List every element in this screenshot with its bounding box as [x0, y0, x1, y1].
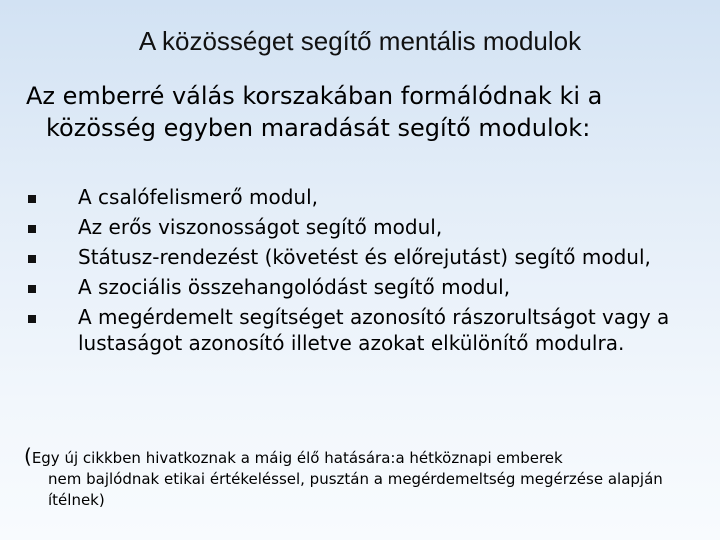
- square-bullet-icon: [28, 225, 36, 233]
- slide-title: A közösséget segítő mentális modulok: [138, 26, 582, 56]
- intro-paragraph: Az emberré válás korszakában formálódnak ki a közösség egyben maradását segítő modulok:: [26, 82, 603, 142]
- footnote-open-paren: (: [24, 444, 32, 468]
- list-item: [26, 274, 686, 300]
- footnote: [24, 446, 694, 511]
- square-bullet-icon: [28, 315, 36, 323]
- module-list: [26, 184, 686, 360]
- list-item-text: Az erős viszonosságot segítő modul,: [78, 215, 443, 239]
- square-bullet-icon: [28, 195, 36, 203]
- list-item-text: A megérdemelt segítséget azonosító rászorultságot vagy a lustaságot azonosító illetve azokat elkülönítő modulra.: [78, 305, 670, 355]
- footnote-first-line: Egy új cikkben hivatkoznak a máig élő hatására:a hétköznapi emberek: [31, 449, 563, 467]
- square-bullet-icon: [28, 255, 36, 263]
- list-item: [26, 244, 686, 270]
- footnote-continuation: nem bajlódnak etikai értékeléssel, pusztán a megérdemeltség megérzése alapján ítélnek): [48, 470, 663, 509]
- list-item-text: Státusz-rendezést (követést és előrejutást) segítő modul,: [78, 245, 651, 269]
- list-item-text: A csalófelismerő modul,: [78, 185, 318, 209]
- list-item: [26, 214, 686, 240]
- list-item-text: A szociális összehangolódást segítő modul,: [78, 275, 511, 299]
- square-bullet-icon: [28, 285, 36, 293]
- list-item: [26, 184, 686, 210]
- list-item: [26, 304, 686, 356]
